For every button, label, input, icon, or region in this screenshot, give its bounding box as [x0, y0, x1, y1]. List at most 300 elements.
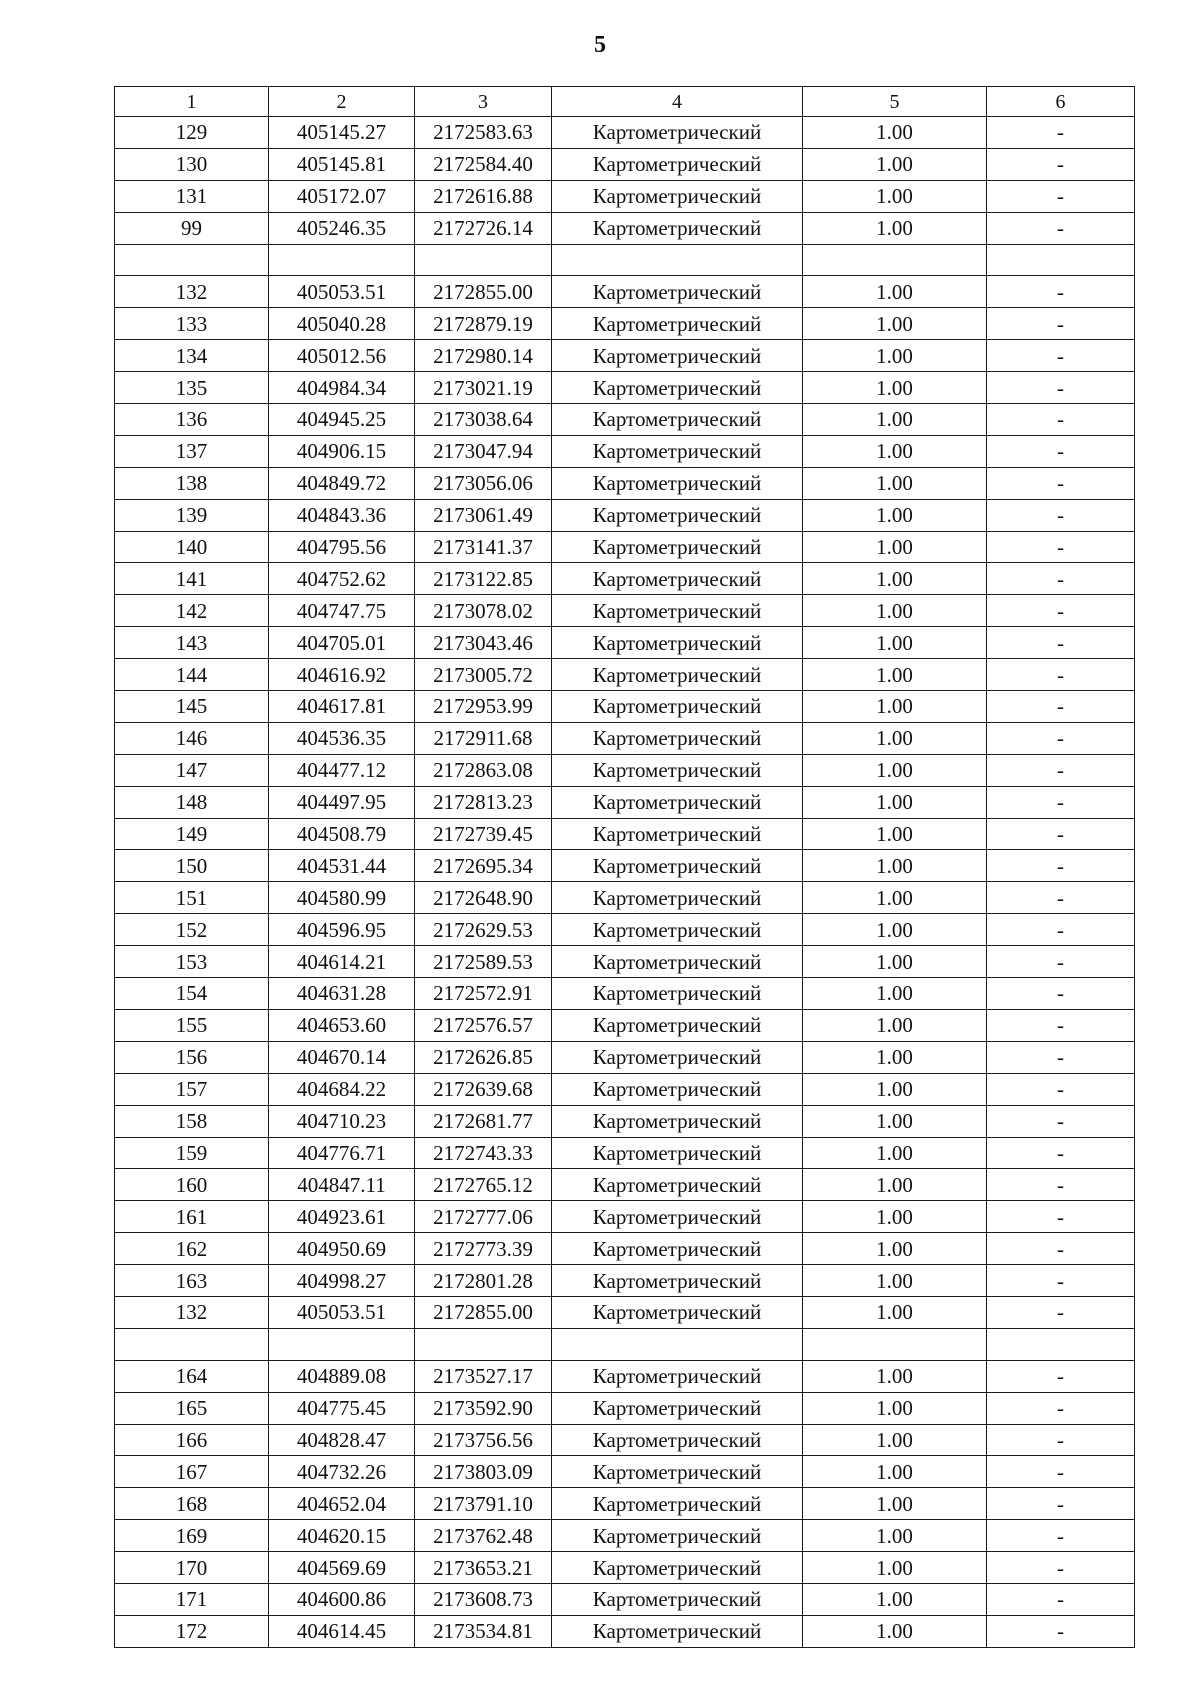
- method-cell: Картометрический: [552, 882, 803, 914]
- point-number-cell: 146: [115, 722, 269, 754]
- point-number-cell: 142: [115, 595, 269, 627]
- column-header-4: 4: [552, 87, 803, 117]
- point-number-cell: 153: [115, 946, 269, 978]
- method-cell: Картометрический: [552, 276, 803, 308]
- table-row: [115, 499, 1135, 531]
- accuracy-cell: 1.00: [803, 1520, 987, 1552]
- method-cell: Картометрический: [552, 1137, 803, 1169]
- point-number-cell: 139: [115, 499, 269, 531]
- point-number-cell: 162: [115, 1233, 269, 1265]
- accuracy-cell: 1.00: [803, 1456, 987, 1488]
- accuracy-cell: [803, 1328, 987, 1360]
- accuracy-cell: 1.00: [803, 722, 987, 754]
- method-cell: Картометрический: [552, 659, 803, 691]
- point-number-cell: 149: [115, 818, 269, 850]
- point-number-cell: 172: [115, 1615, 269, 1647]
- accuracy-cell: 1.00: [803, 691, 987, 723]
- accuracy-cell: 1.00: [803, 563, 987, 595]
- x-coordinate-cell: 405145.27: [269, 117, 415, 149]
- point-number-cell: 165: [115, 1392, 269, 1424]
- description-cell: [987, 244, 1135, 276]
- description-cell: -: [987, 435, 1135, 467]
- table-row: [115, 627, 1135, 659]
- accuracy-cell: 1.00: [803, 1583, 987, 1615]
- method-cell: Картометрический: [552, 1009, 803, 1041]
- accuracy-cell: 1.00: [803, 308, 987, 340]
- accuracy-cell: 1.00: [803, 340, 987, 372]
- accuracy-cell: 1.00: [803, 1169, 987, 1201]
- method-cell: Картометрический: [552, 914, 803, 946]
- y-coordinate-cell: 2172863.08: [415, 754, 552, 786]
- description-cell: -: [987, 659, 1135, 691]
- method-cell: Картометрический: [552, 1615, 803, 1647]
- point-number-cell: 156: [115, 1041, 269, 1073]
- description-cell: -: [987, 499, 1135, 531]
- x-coordinate-cell: 404906.15: [269, 435, 415, 467]
- table-row: [115, 978, 1135, 1010]
- description-cell: -: [987, 1360, 1135, 1392]
- point-number-cell: 169: [115, 1520, 269, 1552]
- table-row: [115, 1041, 1135, 1073]
- accuracy-cell: 1.00: [803, 627, 987, 659]
- method-cell: Картометрический: [552, 946, 803, 978]
- accuracy-cell: 1.00: [803, 1041, 987, 1073]
- table-row: [115, 1552, 1135, 1584]
- description-cell: -: [987, 914, 1135, 946]
- accuracy-cell: 1.00: [803, 1615, 987, 1647]
- method-cell: Картометрический: [552, 1456, 803, 1488]
- x-coordinate-cell: 404620.15: [269, 1520, 415, 1552]
- x-coordinate-cell: 404732.26: [269, 1456, 415, 1488]
- description-cell: -: [987, 1169, 1135, 1201]
- accuracy-cell: 1.00: [803, 212, 987, 244]
- y-coordinate-cell: 2172773.39: [415, 1233, 552, 1265]
- description-cell: -: [987, 276, 1135, 308]
- point-number-cell: 158: [115, 1105, 269, 1137]
- description-cell: -: [987, 786, 1135, 818]
- x-coordinate-cell: 404945.25: [269, 404, 415, 436]
- accuracy-cell: 1.00: [803, 1488, 987, 1520]
- point-number-cell: 148: [115, 786, 269, 818]
- x-coordinate-cell: 404477.12: [269, 754, 415, 786]
- point-number-cell: 129: [115, 117, 269, 149]
- table-row: [115, 148, 1135, 180]
- point-number-cell: 137: [115, 435, 269, 467]
- x-coordinate-cell: 404998.27: [269, 1265, 415, 1297]
- accuracy-cell: 1.00: [803, 818, 987, 850]
- x-coordinate-cell: 405053.51: [269, 1296, 415, 1328]
- method-cell: Картометрический: [552, 1488, 803, 1520]
- point-number-cell: 134: [115, 340, 269, 372]
- table-body: [115, 117, 1135, 1648]
- accuracy-cell: 1.00: [803, 1296, 987, 1328]
- accuracy-cell: 1.00: [803, 850, 987, 882]
- y-coordinate-cell: 2172777.06: [415, 1201, 552, 1233]
- y-coordinate-cell: 2173061.49: [415, 499, 552, 531]
- table-row: [115, 372, 1135, 404]
- method-cell: Картометрический: [552, 754, 803, 786]
- page-number: 5: [594, 32, 606, 58]
- point-number-cell: 155: [115, 1009, 269, 1041]
- y-coordinate-cell: 2173534.81: [415, 1615, 552, 1647]
- table-row: [115, 1328, 1135, 1360]
- y-coordinate-cell: 2173803.09: [415, 1456, 552, 1488]
- table-row: [115, 1073, 1135, 1105]
- method-cell: Картометрический: [552, 563, 803, 595]
- table-row: [115, 404, 1135, 436]
- description-cell: -: [987, 978, 1135, 1010]
- point-number-cell: 145: [115, 691, 269, 723]
- point-number-cell: 130: [115, 148, 269, 180]
- y-coordinate-cell: 2172980.14: [415, 340, 552, 372]
- description-cell: -: [987, 722, 1135, 754]
- table-row: [115, 818, 1135, 850]
- description-cell: -: [987, 1201, 1135, 1233]
- x-coordinate-cell: 404950.69: [269, 1233, 415, 1265]
- point-number-cell: 133: [115, 308, 269, 340]
- x-coordinate-cell: 404847.11: [269, 1169, 415, 1201]
- x-coordinate-cell: [269, 244, 415, 276]
- description-cell: -: [987, 754, 1135, 786]
- y-coordinate-cell: 2173005.72: [415, 659, 552, 691]
- method-cell: [552, 1328, 803, 1360]
- accuracy-cell: 1.00: [803, 946, 987, 978]
- point-number-cell: 168: [115, 1488, 269, 1520]
- description-cell: -: [987, 691, 1135, 723]
- table-row: [115, 914, 1135, 946]
- description-cell: -: [987, 595, 1135, 627]
- y-coordinate-cell: [415, 244, 552, 276]
- x-coordinate-cell: 404795.56: [269, 531, 415, 563]
- point-number-cell: [115, 244, 269, 276]
- accuracy-cell: 1.00: [803, 786, 987, 818]
- x-coordinate-cell: 405012.56: [269, 340, 415, 372]
- description-cell: [987, 1328, 1135, 1360]
- y-coordinate-cell: 2173122.85: [415, 563, 552, 595]
- point-number-cell: 141: [115, 563, 269, 595]
- accuracy-cell: 1.00: [803, 1392, 987, 1424]
- method-cell: Картометрический: [552, 117, 803, 149]
- x-coordinate-cell: 404752.62: [269, 563, 415, 595]
- table-row: [115, 1169, 1135, 1201]
- table-row: [115, 659, 1135, 691]
- y-coordinate-cell: 2173047.94: [415, 435, 552, 467]
- accuracy-cell: 1.00: [803, 754, 987, 786]
- description-cell: -: [987, 1265, 1135, 1297]
- point-number-cell: 170: [115, 1552, 269, 1584]
- y-coordinate-cell: 2173056.06: [415, 467, 552, 499]
- table-row: [115, 595, 1135, 627]
- x-coordinate-cell: 404684.22: [269, 1073, 415, 1105]
- description-cell: -: [987, 1488, 1135, 1520]
- method-cell: Картометрический: [552, 435, 803, 467]
- coordinates-table: [114, 86, 1135, 1648]
- table-row: [115, 882, 1135, 914]
- y-coordinate-cell: [415, 1328, 552, 1360]
- method-cell: Картометрический: [552, 308, 803, 340]
- y-coordinate-cell: 2173592.90: [415, 1392, 552, 1424]
- accuracy-cell: 1.00: [803, 404, 987, 436]
- point-number-cell: 143: [115, 627, 269, 659]
- accuracy-cell: 1.00: [803, 595, 987, 627]
- accuracy-cell: 1.00: [803, 499, 987, 531]
- y-coordinate-cell: 2172576.57: [415, 1009, 552, 1041]
- table-row: [115, 946, 1135, 978]
- point-number-cell: 171: [115, 1583, 269, 1615]
- method-cell: Картометрический: [552, 1296, 803, 1328]
- y-coordinate-cell: 2172953.99: [415, 691, 552, 723]
- x-coordinate-cell: 404631.28: [269, 978, 415, 1010]
- x-coordinate-cell: 404670.14: [269, 1041, 415, 1073]
- accuracy-cell: 1.00: [803, 978, 987, 1010]
- y-coordinate-cell: 2172855.00: [415, 1296, 552, 1328]
- x-coordinate-cell: 404617.81: [269, 691, 415, 723]
- x-coordinate-cell: 404775.45: [269, 1392, 415, 1424]
- method-cell: Картометрический: [552, 1201, 803, 1233]
- description-cell: -: [987, 627, 1135, 659]
- y-coordinate-cell: 2173043.46: [415, 627, 552, 659]
- table-row: [115, 563, 1135, 595]
- y-coordinate-cell: 2172616.88: [415, 180, 552, 212]
- method-cell: Картометрический: [552, 627, 803, 659]
- method-cell: Картометрический: [552, 1265, 803, 1297]
- y-coordinate-cell: 2173021.19: [415, 372, 552, 404]
- x-coordinate-cell: 404889.08: [269, 1360, 415, 1392]
- description-cell: -: [987, 1583, 1135, 1615]
- x-coordinate-cell: 404531.44: [269, 850, 415, 882]
- method-cell: Картометрический: [552, 1233, 803, 1265]
- table-row: [115, 1009, 1135, 1041]
- table-row: [115, 850, 1135, 882]
- method-cell: Картометрический: [552, 148, 803, 180]
- header-row: [115, 87, 1135, 117]
- y-coordinate-cell: 2172739.45: [415, 818, 552, 850]
- accuracy-cell: 1.00: [803, 1424, 987, 1456]
- x-coordinate-cell: 404710.23: [269, 1105, 415, 1137]
- point-number-cell: 135: [115, 372, 269, 404]
- method-cell: Картометрический: [552, 691, 803, 723]
- y-coordinate-cell: 2172726.14: [415, 212, 552, 244]
- description-cell: -: [987, 467, 1135, 499]
- x-coordinate-cell: 404747.75: [269, 595, 415, 627]
- y-coordinate-cell: 2173527.17: [415, 1360, 552, 1392]
- y-coordinate-cell: 2172626.85: [415, 1041, 552, 1073]
- description-cell: -: [987, 1456, 1135, 1488]
- description-cell: -: [987, 180, 1135, 212]
- y-coordinate-cell: 2172801.28: [415, 1265, 552, 1297]
- point-number-cell: 163: [115, 1265, 269, 1297]
- table-row: [115, 244, 1135, 276]
- accuracy-cell: 1.00: [803, 882, 987, 914]
- table-row: [115, 1520, 1135, 1552]
- description-cell: -: [987, 946, 1135, 978]
- x-coordinate-cell: 404536.35: [269, 722, 415, 754]
- x-coordinate-cell: 404923.61: [269, 1201, 415, 1233]
- accuracy-cell: 1.00: [803, 531, 987, 563]
- table-row: [115, 276, 1135, 308]
- x-coordinate-cell: [269, 1328, 415, 1360]
- description-cell: -: [987, 1615, 1135, 1647]
- x-coordinate-cell: 404508.79: [269, 818, 415, 850]
- method-cell: Картометрический: [552, 1169, 803, 1201]
- y-coordinate-cell: 2172584.40: [415, 148, 552, 180]
- table-row: [115, 691, 1135, 723]
- method-cell: Картометрический: [552, 372, 803, 404]
- description-cell: -: [987, 1520, 1135, 1552]
- accuracy-cell: 1.00: [803, 180, 987, 212]
- x-coordinate-cell: 405246.35: [269, 212, 415, 244]
- description-cell: -: [987, 882, 1135, 914]
- y-coordinate-cell: 2172629.53: [415, 914, 552, 946]
- x-coordinate-cell: 405040.28: [269, 308, 415, 340]
- table-row: [115, 1137, 1135, 1169]
- table-row: [115, 1615, 1135, 1647]
- table-row: [115, 1201, 1135, 1233]
- method-cell: Картометрический: [552, 180, 803, 212]
- point-number-cell: 132: [115, 276, 269, 308]
- point-number-cell: 160: [115, 1169, 269, 1201]
- method-cell: Картометрический: [552, 722, 803, 754]
- point-number-cell: 138: [115, 467, 269, 499]
- description-cell: -: [987, 1009, 1135, 1041]
- point-number-cell: 147: [115, 754, 269, 786]
- y-coordinate-cell: 2172572.91: [415, 978, 552, 1010]
- method-cell: Картометрический: [552, 1424, 803, 1456]
- column-header-6: 6: [987, 87, 1135, 117]
- accuracy-cell: 1.00: [803, 467, 987, 499]
- method-cell: Картометрический: [552, 212, 803, 244]
- y-coordinate-cell: 2172765.12: [415, 1169, 552, 1201]
- accuracy-cell: 1.00: [803, 1137, 987, 1169]
- point-number-cell: 164: [115, 1360, 269, 1392]
- point-number-cell: 131: [115, 180, 269, 212]
- x-coordinate-cell: 405172.07: [269, 180, 415, 212]
- accuracy-cell: 1.00: [803, 1073, 987, 1105]
- accuracy-cell: 1.00: [803, 1360, 987, 1392]
- y-coordinate-cell: 2172583.63: [415, 117, 552, 149]
- point-number-cell: 150: [115, 850, 269, 882]
- method-cell: [552, 244, 803, 276]
- x-coordinate-cell: 404984.34: [269, 372, 415, 404]
- x-coordinate-cell: 405145.81: [269, 148, 415, 180]
- table-row: [115, 1488, 1135, 1520]
- table-row: [115, 1233, 1135, 1265]
- point-number-cell: [115, 1328, 269, 1360]
- description-cell: -: [987, 1137, 1135, 1169]
- point-number-cell: 152: [115, 914, 269, 946]
- method-cell: Картометрический: [552, 1105, 803, 1137]
- description-cell: -: [987, 308, 1135, 340]
- method-cell: Картометрический: [552, 1073, 803, 1105]
- point-number-cell: 157: [115, 1073, 269, 1105]
- y-coordinate-cell: 2173038.64: [415, 404, 552, 436]
- method-cell: Картометрический: [552, 818, 803, 850]
- table-row: [115, 308, 1135, 340]
- y-coordinate-cell: 2172639.68: [415, 1073, 552, 1105]
- accuracy-cell: 1.00: [803, 1105, 987, 1137]
- x-coordinate-cell: 404849.72: [269, 467, 415, 499]
- column-header-3: 3: [415, 87, 552, 117]
- table-row: [115, 1105, 1135, 1137]
- table-row: [115, 786, 1135, 818]
- method-cell: Картометрический: [552, 786, 803, 818]
- y-coordinate-cell: 2173756.56: [415, 1424, 552, 1456]
- table-row: [115, 1583, 1135, 1615]
- description-cell: -: [987, 1105, 1135, 1137]
- y-coordinate-cell: 2173608.73: [415, 1583, 552, 1615]
- description-cell: -: [987, 148, 1135, 180]
- y-coordinate-cell: 2173762.48: [415, 1520, 552, 1552]
- accuracy-cell: 1.00: [803, 117, 987, 149]
- accuracy-cell: 1.00: [803, 1552, 987, 1584]
- accuracy-cell: 1.00: [803, 372, 987, 404]
- description-cell: -: [987, 1552, 1135, 1584]
- description-cell: -: [987, 1041, 1135, 1073]
- x-coordinate-cell: 404600.86: [269, 1583, 415, 1615]
- description-cell: -: [987, 1233, 1135, 1265]
- description-cell: -: [987, 1296, 1135, 1328]
- point-number-cell: 136: [115, 404, 269, 436]
- x-coordinate-cell: 404614.45: [269, 1615, 415, 1647]
- y-coordinate-cell: 2173141.37: [415, 531, 552, 563]
- point-number-cell: 151: [115, 882, 269, 914]
- y-coordinate-cell: 2172911.68: [415, 722, 552, 754]
- method-cell: Картометрический: [552, 1520, 803, 1552]
- table-row: [115, 180, 1135, 212]
- point-number-cell: 161: [115, 1201, 269, 1233]
- description-cell: -: [987, 404, 1135, 436]
- description-cell: -: [987, 1073, 1135, 1105]
- method-cell: Картометрический: [552, 404, 803, 436]
- accuracy-cell: 1.00: [803, 1009, 987, 1041]
- y-coordinate-cell: 2172681.77: [415, 1105, 552, 1137]
- table-row: [115, 1265, 1135, 1297]
- method-cell: Картометрический: [552, 850, 803, 882]
- table-row: [115, 435, 1135, 467]
- table-row: [115, 340, 1135, 372]
- y-coordinate-cell: 2172648.90: [415, 882, 552, 914]
- x-coordinate-cell: 404652.04: [269, 1488, 415, 1520]
- y-coordinate-cell: 2172879.19: [415, 308, 552, 340]
- table-row: [115, 1360, 1135, 1392]
- method-cell: Картометрический: [552, 1041, 803, 1073]
- point-number-cell: 144: [115, 659, 269, 691]
- x-coordinate-cell: 404616.92: [269, 659, 415, 691]
- y-coordinate-cell: 2173078.02: [415, 595, 552, 627]
- x-coordinate-cell: 404596.95: [269, 914, 415, 946]
- method-cell: Картометрический: [552, 499, 803, 531]
- x-coordinate-cell: 404705.01: [269, 627, 415, 659]
- column-header-1: 1: [115, 87, 269, 117]
- x-coordinate-cell: 404828.47: [269, 1424, 415, 1456]
- method-cell: Картометрический: [552, 595, 803, 627]
- table-row: [115, 1456, 1135, 1488]
- description-cell: -: [987, 1392, 1135, 1424]
- accuracy-cell: 1.00: [803, 1201, 987, 1233]
- y-coordinate-cell: 2173791.10: [415, 1488, 552, 1520]
- x-coordinate-cell: 404776.71: [269, 1137, 415, 1169]
- y-coordinate-cell: 2172855.00: [415, 276, 552, 308]
- method-cell: Картометрический: [552, 1360, 803, 1392]
- table-row: [115, 531, 1135, 563]
- description-cell: -: [987, 372, 1135, 404]
- y-coordinate-cell: 2172813.23: [415, 786, 552, 818]
- accuracy-cell: 1.00: [803, 914, 987, 946]
- point-number-cell: 167: [115, 1456, 269, 1488]
- y-coordinate-cell: 2172589.53: [415, 946, 552, 978]
- description-cell: -: [987, 563, 1135, 595]
- point-number-cell: 166: [115, 1424, 269, 1456]
